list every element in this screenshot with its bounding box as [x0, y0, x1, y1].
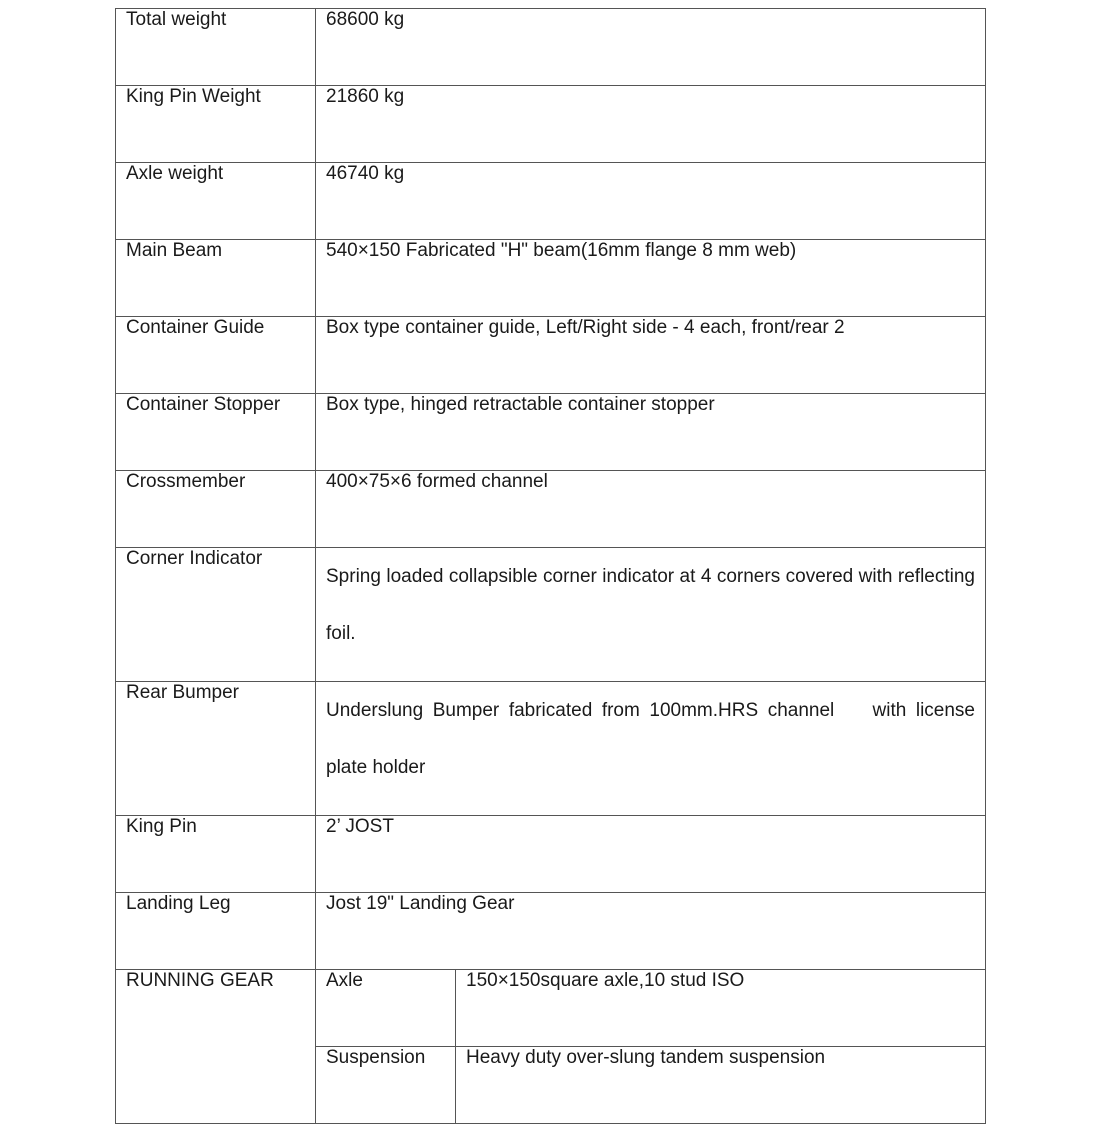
row-value-text: Underslung Bumper fabricated from 100mm.HRS channel with license plate holder	[326, 700, 981, 778]
table-row	[116, 548, 986, 682]
table-row	[116, 317, 986, 394]
row-label: Main Beam	[116, 240, 316, 317]
row-label: Total weight	[116, 9, 316, 86]
row-label: Crossmember	[116, 471, 316, 548]
row-value: Jost 19" Landing Gear	[316, 893, 986, 970]
running-gear-sub-label: Axle	[316, 970, 456, 1047]
table-row	[116, 394, 986, 471]
running-gear-sub-value: Heavy duty over-slung tandem suspension	[456, 1047, 986, 1124]
table-row	[116, 471, 986, 548]
table-row	[116, 240, 986, 317]
table-row	[116, 816, 986, 893]
table-row	[116, 86, 986, 163]
table-row	[116, 163, 986, 240]
row-value: 400×75×6 formed channel	[316, 471, 986, 548]
row-label: Corner Indicator	[116, 548, 316, 682]
table-row	[116, 970, 986, 1047]
row-value: Box type container guide, Left/Right side - 4 each, front/rear 2	[316, 317, 986, 394]
table-row	[116, 893, 986, 970]
row-value: 540×150 Fabricated "H" beam(16mm flange 8 mm web)	[316, 240, 986, 317]
row-value: 2’ JOST	[316, 816, 986, 893]
running-gear-sub-label: Suspension	[316, 1047, 456, 1124]
row-label: Landing Leg	[116, 893, 316, 970]
running-gear-sub-value: 150×150square axle,10 stud ISO	[456, 970, 986, 1047]
row-value: 68600 kg	[316, 9, 986, 86]
table-row	[116, 682, 986, 816]
row-value	[316, 548, 986, 682]
row-label: King Pin Weight	[116, 86, 316, 163]
row-value: 46740 kg	[316, 163, 986, 240]
row-label: Rear Bumper	[116, 682, 316, 816]
row-value-text: Spring loaded collapsible corner indicator at 4 corners covered with reflecting foil.	[326, 566, 975, 644]
row-value	[316, 682, 986, 816]
table-row	[116, 9, 986, 86]
row-value: 21860 kg	[316, 86, 986, 163]
row-label: Container Guide	[116, 317, 316, 394]
row-label: Container Stopper	[116, 394, 316, 471]
row-value: Box type, hinged retractable container stopper	[316, 394, 986, 471]
running-gear-label: RUNNING GEAR	[116, 970, 316, 1124]
spec-table	[115, 8, 986, 1124]
row-label: Axle weight	[116, 163, 316, 240]
row-label: King Pin	[116, 816, 316, 893]
